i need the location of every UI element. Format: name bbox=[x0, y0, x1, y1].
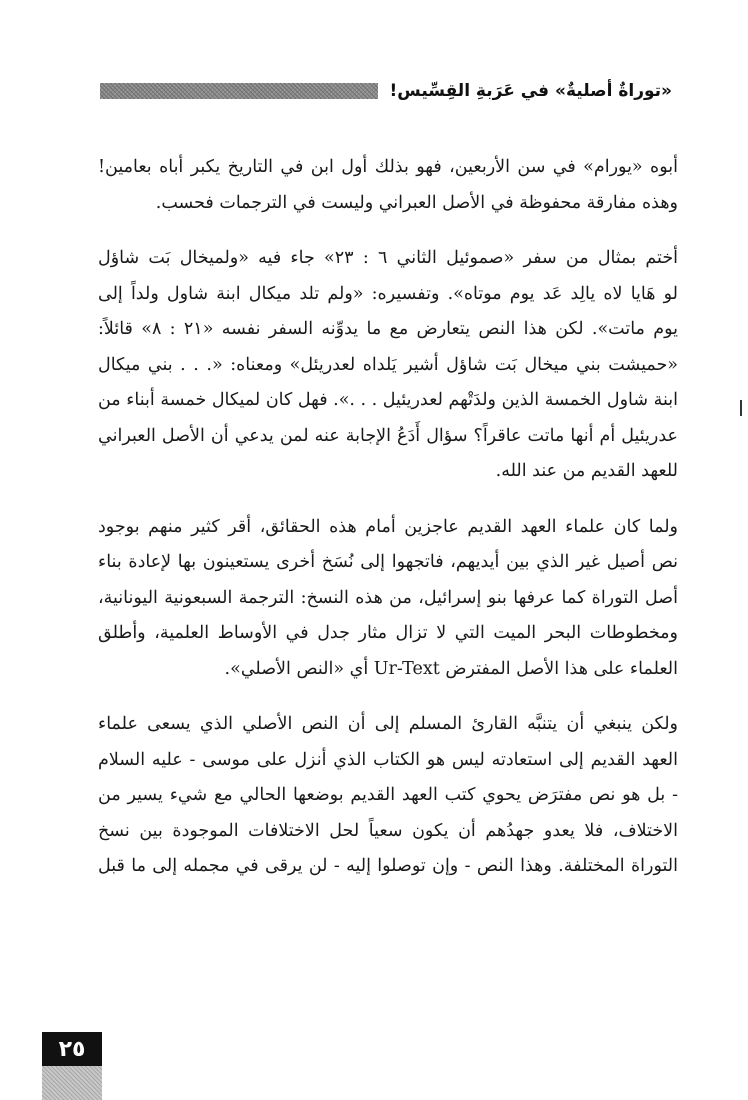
header-rule bbox=[100, 83, 378, 99]
margin-mark bbox=[740, 400, 742, 416]
text-line: ولما كان علماء العهد القديم عاجزين أمام هذه الحقائق، أقر كثير منهم بوجود bbox=[98, 516, 678, 537]
text-line: ولكن ينبغي أن يتنبَّه القارئ المسلم إلى أن النص الأصلي الذي يسعى علماء bbox=[98, 714, 678, 734]
text-line: نص أصيل غير الذي بين أيديهم، فاتجهوا إلى نُسَخ أخرى يستعينون بها لإعادة بناء bbox=[98, 552, 678, 572]
corner-texture bbox=[42, 1066, 102, 1100]
text-line: يوم ماتت». لكن هذا النص يتعارض مع ما يدوِّنه السفر نفسه «٢١ : ٨» قائلاً: bbox=[98, 319, 678, 339]
text-line: ابنة شاول الخمسة الذين ولدَتْهم لعدريئيل . . .». فهل كان لميكال خمسة أبناء من bbox=[97, 390, 678, 410]
text-line: العهد القديم إلى استعادته ليس هو الكتاب الذي أنزل على موسى - عليه السلام bbox=[98, 749, 678, 770]
text-line: العلماء على هذا الأصل المفترض Ur-Text أي «النص الأصلي». bbox=[224, 658, 678, 679]
text-line: لو هَايا لاه يالِد عَد يوم موتاه». وتفسيره: «ولم تلد ميكال ابنة شاول ولداً إلى bbox=[98, 283, 678, 304]
text-line: ومخطوطات البحر الميت التي لا تزال مثار جدل في الأوساط العلمية، وأطلق bbox=[98, 623, 678, 643]
header-title: «توراةٌ أصليةٌ» في عَرَبةِ القِسِّيس! bbox=[389, 81, 672, 101]
text-line: أصل التوراة كما عرفها بنو إسرائيل، من هذه النسخ: الترجمة السبعونية اليونانية، bbox=[98, 587, 678, 608]
text-line: عدريئيل أم أنها ماتت عاقراً؟ سؤال أَدَعُ الإجابة عنه لمن يدعي أن الأصل العبراني bbox=[98, 425, 678, 446]
text-line: للعهد القديم من عند الله. bbox=[495, 461, 678, 481]
text-line: أختم بمثال من سفر «صموئيل الثاني ٦ : ٢٣» جاء فيه «ولميخال بَت شاؤل bbox=[98, 248, 679, 268]
page-number: ٢٥ bbox=[42, 1032, 102, 1066]
running-header bbox=[100, 78, 672, 104]
paragraph-3 bbox=[98, 510, 678, 688]
text-line: - بل هو نص مفترَض يحوي كتب العهد القديم بوضعها الحالي مع شيء يسير من bbox=[98, 785, 678, 805]
text-line: وهذه مفارقة محفوظة في الأصل العبراني وليست في الترجمات فحسب. bbox=[155, 192, 678, 213]
body-text bbox=[98, 150, 678, 905]
text-line: الاختلاف، فلا يعدو جهدُهم أن يكون سعياً لحل الاختلافات الموجودة بين نسخ bbox=[98, 820, 678, 841]
text-line: التوراة المختلفة. وهذا النص - وإن توصلوا إليه - لن يرقى في مجمله إلى ما قبل bbox=[98, 856, 678, 876]
paragraph-1 bbox=[98, 150, 678, 221]
paragraph-4 bbox=[98, 707, 678, 885]
text-line: أبوه «يورام» في سن الأربعين، فهو بذلك أول ابن في التاريخ يكبر أباه بعامين! bbox=[98, 157, 678, 177]
text-line: «حميشت بني ميخال بَت شاؤل أشير يَلداه لعدريئل» ومعناه: «. . . بني ميكال bbox=[98, 354, 678, 375]
paragraph-2 bbox=[98, 241, 678, 490]
